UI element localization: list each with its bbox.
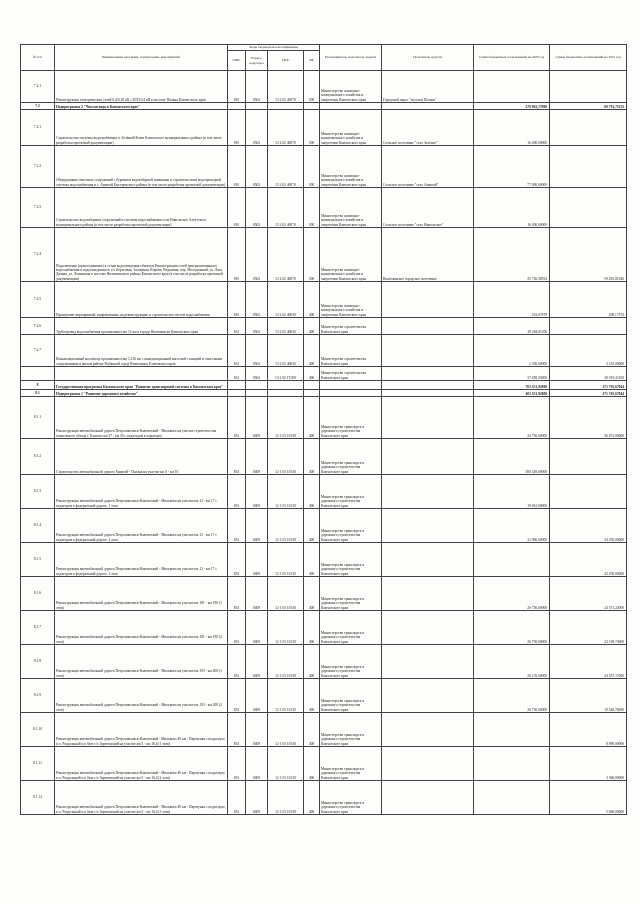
row-num: 8.1.4 [21, 509, 55, 543]
row-grantee [382, 781, 474, 815]
row-sum-2021: 42 250,00000 [550, 543, 627, 577]
table-row [21, 747, 627, 781]
row-name: Канализационный коллектор протяженностью 1,216 км с канализационной насосной станцией и очистными сооружениями в жилом районе Рыбацкий город Вилючинск Елизовского края [55, 335, 228, 367]
row-csr: 13 2 02 40030 [268, 318, 304, 335]
row-grbs: 833 [228, 781, 246, 815]
row-csr: 13 2 02 40070 [268, 71, 304, 103]
row-razdel: 0409 [246, 781, 268, 815]
row-sum-2020 [474, 713, 550, 747]
row-sum-2020: 77 000,00000 [474, 146, 550, 188]
header-num: № п/п [21, 45, 55, 71]
header-vr: ВР [304, 51, 320, 71]
row-vr: 400 [304, 397, 320, 439]
row-num: 8.1 [21, 390, 55, 397]
table-row [21, 110, 627, 146]
table-row [21, 781, 627, 815]
row-num: 7.2.1 [21, 110, 55, 146]
row-razdel: 0409 [246, 543, 268, 577]
row-grbs: 833 [228, 397, 246, 439]
header-recipient: Распорядитель, получатель средств [320, 45, 382, 71]
table-row [21, 367, 627, 381]
row-razdel: 0502 [246, 367, 268, 381]
row-csr: 12 1 03 10130 [268, 543, 304, 577]
row-vr: 400 [304, 577, 320, 611]
row-grantee [382, 509, 474, 543]
row-sum-2021: 20 919,21100 [550, 367, 627, 381]
row-sum-2020: 19 061,00000 [474, 475, 550, 509]
row-csr: 13 2 02 40070 [268, 110, 304, 146]
header-csr: ЦСР [268, 51, 304, 71]
row-vr: 400 [304, 335, 320, 367]
row-grbs: 812 [228, 335, 246, 367]
row-grbs: 810 [228, 188, 246, 228]
row-recipient: Министерство транспорта и дорожного строительства Камчатского края [320, 781, 382, 815]
row-name: Строительство автомобильной дороги Анавгай - Палана на участке км 0 - км 16 [55, 439, 228, 475]
table-row [21, 71, 627, 103]
row-grantee [382, 335, 474, 367]
row-sum-2021: 208,17574 [550, 282, 627, 318]
row-sum-2021 [550, 110, 627, 146]
row-grantee [382, 543, 474, 577]
row-vr [304, 390, 320, 397]
row-grbs: 833 [228, 747, 246, 781]
row-recipient: Министерство жилищно-коммунального хозяйства и энергетики Камчатского края [320, 228, 382, 282]
row-grbs: 833 [228, 543, 246, 577]
table-row [21, 611, 627, 645]
row-csr: 13 2 02 40030 [268, 282, 304, 318]
row-recipient: Министерство транспорта и дорожного строительства Камчатского края [320, 747, 382, 781]
row-sum-2021 [550, 71, 627, 103]
row-csr: 13 2 02 40070 [268, 146, 304, 188]
row-grantee [382, 381, 474, 390]
row-recipient: Министерство транспорта и дорожного строительства Камчатского края [320, 679, 382, 713]
row-csr: 12 1 03 10130 [268, 577, 304, 611]
row-grbs [228, 103, 246, 110]
row-sum-2021: 34 250,00000 [550, 509, 627, 543]
row-razdel: 0502 [246, 71, 268, 103]
row-razdel: 0502 [246, 335, 268, 367]
row-grbs: 810 [228, 146, 246, 188]
row-csr: 12 1 03 10130 [268, 611, 304, 645]
row-recipient: Министерство транспорта и дорожного строительства Камчатского края [320, 577, 382, 611]
row-sum-2020: 26 135,00000 [474, 645, 550, 679]
row-grantee [382, 282, 474, 318]
row-sum-2020: 39 264,81106 [474, 318, 550, 335]
row-num: 8.1.11 [21, 747, 55, 781]
row-razdel [246, 381, 268, 390]
row-csr: 12 1 03 10130 [268, 509, 304, 543]
table-row [21, 381, 627, 390]
row-csr: 13 2 02 40030 [268, 335, 304, 367]
row-vr: 400 [304, 509, 320, 543]
row-recipient: Министерство транспорта и дорожного строительства Камчатского края [320, 645, 382, 679]
row-name: Реконструкция автомобильной дороги Петропавловск-Камчатский - Мильково на участке км 12 - км 17 с подъездом к федеральной дороге, 3 этап [55, 543, 228, 577]
row-sum-2020: 26 750,00000 [474, 577, 550, 611]
row-csr: 12 1 03 10130 [268, 713, 304, 747]
row-grantee [382, 611, 474, 645]
row-vr [304, 381, 320, 390]
row-grantee: Вилючинское городское поселение [382, 228, 474, 282]
row-razdel: 0502 [246, 188, 268, 228]
row-recipient: Министерство транспорта и дорожного строительства Камчатского края [320, 509, 382, 543]
row-name: Трубопровод водоснабжения протяженностью 12 км в городе Вилючинске Камчатского края [55, 318, 228, 335]
row-sum-2021: 19 546,76000 [550, 679, 627, 713]
row-name: Реконструкция автомобильной дороги Петропавловск-Камчатский - Мильково на участке км 193 - км 208 (1 этап) [55, 645, 228, 679]
row-vr: 400 [304, 747, 320, 781]
row-grbs: 810 [228, 110, 246, 146]
row-num: 8.1.5 [21, 543, 55, 577]
row-num [21, 367, 55, 381]
row-vr: 400 [304, 645, 320, 679]
table-row [21, 103, 627, 110]
row-vr: 500 [304, 110, 320, 146]
table-row [21, 475, 627, 509]
row-razdel: 0502 [246, 228, 268, 282]
row-sum-2021: 5 660,00000 [550, 781, 627, 815]
row-grantee [382, 439, 474, 475]
row-sum-2020 [474, 781, 550, 815]
row-recipient: Министерство транспорта и дорожного строительства Камчатского края [320, 475, 382, 509]
row-razdel: 0502 [246, 110, 268, 146]
row-sum-2021 [550, 188, 627, 228]
row-grantee [382, 390, 474, 397]
row-grantee [382, 713, 474, 747]
row-grbs: 833 [228, 679, 246, 713]
row-num: 8.1.1 [21, 397, 55, 439]
row-recipient: Министерство жилищно-коммунального хозяйства и энергетики Камчатского края [320, 146, 382, 188]
row-sum-2021: 3 360,00000 [550, 747, 627, 781]
row-grantee: Сельское поселение "село Никольское" [382, 188, 474, 228]
row-name: Реконструкция автомобильной дороги Петропавловск-Камчатский - Мильково на участке км 181 - км 190 (1 этап) [55, 577, 228, 611]
row-num: 8 [21, 381, 55, 390]
table-body [21, 71, 627, 815]
row-sum-2021: 8 890,00000 [550, 713, 627, 747]
row-grbs [228, 381, 246, 390]
row-vr: 500 [304, 228, 320, 282]
row-sum-2020: 26 750,00000 [474, 611, 550, 645]
row-sum-2020 [474, 747, 550, 781]
row-vr: 400 [304, 318, 320, 335]
row-csr: 12 1 03 10130 [268, 747, 304, 781]
table-row [21, 390, 627, 397]
row-recipient: Министерство транспорта и дорожного строительства Камчатского края [320, 543, 382, 577]
row-recipient [320, 390, 382, 397]
row-recipient: Министерство транспорта и дорожного строительства Камчатского края [320, 713, 382, 747]
row-csr [268, 381, 304, 390]
table-row [21, 713, 627, 747]
row-grbs: 810 [228, 228, 246, 282]
row-num: 7.2.4 [21, 228, 55, 282]
row-sum-2021: 3 145,00000 [550, 335, 627, 367]
row-grbs: 833 [228, 509, 246, 543]
row-grantee [382, 747, 474, 781]
row-num: 7.2.6 [21, 318, 55, 335]
row-sum-2021: 36 073,00000 [550, 397, 627, 439]
row-grbs [228, 390, 246, 397]
row-name: Реконструкция автомобильной дороги Петропавловск-Камчатский - Мильково 40 км - Паратунка с подъездом к п. Раздольный и к базе с/х Зареченский на участке км 5 - км 16,4 (2 этап) [55, 747, 228, 781]
row-vr: 400 [304, 475, 320, 509]
row-sum-2021: 271 765,67044 [550, 381, 627, 390]
row-razdel: 0409 [246, 397, 268, 439]
row-vr: 500 [304, 146, 320, 188]
table-row [21, 679, 627, 713]
row-sum-2020: 270 863,17000 [474, 103, 550, 110]
row-num: 8.1.3 [21, 475, 55, 509]
table-row [21, 397, 627, 439]
row-num: 8.1.2 [21, 439, 55, 475]
row-sum-2021 [550, 146, 627, 188]
header-grantee: Получатель средств [382, 45, 474, 71]
row-vr: 400 [304, 781, 320, 815]
row-razdel: 0409 [246, 475, 268, 509]
row-grantee [382, 103, 474, 110]
row-csr: 13 2 02 40070 [268, 188, 304, 228]
row-csr: 12 1 03 10130 [268, 397, 304, 439]
row-sum-2021: 59 281,81626 [550, 228, 627, 282]
table-row [21, 645, 627, 679]
row-num: 8.1.7 [21, 611, 55, 645]
row-csr: 12 1 03 10130 [268, 679, 304, 713]
row-vr: 400 [304, 367, 320, 381]
row-name: Подпрограмма 2 "Чистая вода в Камчатском крае" [55, 103, 228, 110]
row-sum-2021: 24 557,17000 [550, 645, 627, 679]
row-name: Подключение (присоединение) к сетям водоотведения объектов Реконструкция сетей централизованного водоснабжения и водоотведения по ул. Береговая, Заозерная, Кирова, Ведьмина, пер. Молодежный, ул. Лазо, Дачная, ул. Ленинская в поселке Вилючинского района Камчатского края (в том числе разработка проектной документации) [55, 228, 228, 282]
header-name: Наименование программ, подпрограмм, мероприятий [55, 45, 228, 71]
table-row [21, 318, 627, 335]
row-grantee: Городской округ "поселок Палана" [382, 71, 474, 103]
row-sum-2021 [550, 475, 627, 509]
budget-table [20, 44, 627, 815]
row-recipient: Министерство жилищно-коммунального хозяйства и энергетики Камчатского края [320, 110, 382, 146]
row-vr [304, 103, 320, 110]
row-razdel [246, 390, 268, 397]
row-sum-2020: 24 750,00000 [474, 397, 550, 439]
row-name: Реконструкция автомобильной дороги Петропавловск-Камчатский - Мильково на участке км 181 - км 190 (2 этап) [55, 611, 228, 645]
row-vr: 500 [304, 71, 320, 103]
row-num: 8.1.8 [21, 645, 55, 679]
table-row [21, 439, 627, 475]
row-grbs: 810 [228, 282, 246, 318]
row-vr: 500 [304, 188, 320, 228]
row-sum-2021 [550, 318, 627, 335]
row-name: Проведение мероприятий, направленных на реконструкцию и строительство систем водоснабжения [55, 282, 228, 318]
header-razdel: Раздел, подраздел [246, 51, 268, 71]
row-name: Государственная программа Камчатского края "Развитие транспортной системы в Камчатском крае" [55, 381, 228, 390]
row-recipient: Министерство строительства Камчатского края [320, 318, 382, 335]
table-row [21, 146, 627, 188]
row-name: Подпрограмма 1 "Развитие дорожного хозяйства" [55, 390, 228, 397]
row-grantee [382, 577, 474, 611]
row-vr: 400 [304, 611, 320, 645]
row-sum-2020: 26 750,00000 [474, 679, 550, 713]
row-csr: 13 2 02 40070 [268, 228, 304, 282]
table-row [21, 282, 627, 318]
row-name: Реконструкция автомобильной дороги Петропавловск-Камчатский - Мильково 40 км - Паратунка с подъездом к п. Раздольный и к базе с/х Зареченский на участке км 5 - км 16,4 (1 этап) [55, 713, 228, 747]
row-recipient: Министерство транспорта и дорожного строительства Камчатского края [320, 611, 382, 645]
row-sum-2021: 24 571,22000 [550, 577, 627, 611]
row-recipient: Министерство транспорта и дорожного строительства Камчатского края [320, 439, 382, 475]
row-recipient: Министерство жилищно-коммунального хозяйства и энергетики Камчатского края [320, 188, 382, 228]
row-name: Строительство системы водоснабжения п. Зелёный Ключ Елизовского муниципального района (в том числе разработка проектной документации) [55, 110, 228, 146]
row-sum-2021 [550, 439, 627, 475]
row-recipient: Министерство строительства Камчатского края [320, 367, 382, 381]
row-sum-2021: 22 109,74000 [550, 611, 627, 645]
row-grbs: 833 [228, 439, 246, 475]
row-grbs: 833 [228, 475, 246, 509]
row-sum-2020: 31 900,00000 [474, 509, 550, 543]
row-name: Реконструкция автомобильной дороги Петропавловск-Камчатский - Мильково на участке км 12 - км 17 с подъездом к федеральной дороге, 1 этап [55, 475, 228, 509]
table-row [21, 188, 627, 228]
row-name: Строительство водозаборных сооружений и системы водоснабжения села Никольское Алеутского муниципального района (в том числе разработка проектной документации) [55, 188, 228, 228]
row-name: Реконструкция автомобильной дороги Петропавловск-Камчатский - Мильково на участке км 12 - км 17 с подъездом к федеральной дороге, 2 этап [55, 509, 228, 543]
row-csr: 13 2 02 Г1050 [268, 367, 304, 381]
row-recipient: Министерство транспорта и дорожного строительства Камчатского края [320, 397, 382, 439]
row-grbs: 833 [228, 611, 246, 645]
row-razdel: 0409 [246, 611, 268, 645]
row-grbs: 833 [228, 645, 246, 679]
row-sum-2020: 16 400,00000 [474, 188, 550, 228]
row-name: Реконструкция автомобильной дороги Петропавловск-Камчатский - Мильково на участке км 193 - км 208 (2 этап) [55, 679, 228, 713]
row-num: 8.1.10 [21, 713, 55, 747]
row-sum-2020: 703 351,92000 [474, 381, 550, 390]
row-recipient [320, 103, 382, 110]
row-sum-2021: 80 791,75135 [550, 103, 627, 110]
row-razdel: 0409 [246, 509, 268, 543]
row-name: Оборудование очистных сооружений с бурением водозаборной скважины и строительством водопроводной системы водоснабжения в с. Анавгай Быстринского района (в том числе разработка проектной документации) [55, 146, 228, 188]
row-csr: 12 1 03 10130 [268, 645, 304, 679]
row-grbs: 812 [228, 367, 246, 381]
row-num: 7.2.5 [21, 282, 55, 318]
table-row [21, 577, 627, 611]
row-vr: 400 [304, 282, 320, 318]
row-razdel: 0409 [246, 439, 268, 475]
header-sum-2020: Сумма бюджетных ассигнований на 2020 год [474, 45, 550, 71]
row-recipient: Министерство жилищно-коммунального хозяйства и энергетики Камчатского края [320, 71, 382, 103]
row-grantee [382, 318, 474, 335]
row-grantee [382, 397, 474, 439]
row-csr: 12 1 03 10130 [268, 781, 304, 815]
row-recipient: Министерство жилищно-коммунального хозяйства и энергетики Камчатского края [320, 282, 382, 318]
row-csr [268, 390, 304, 397]
row-grantee [382, 679, 474, 713]
table-row [21, 543, 627, 577]
row-razdel: 0409 [246, 747, 268, 781]
row-vr: 400 [304, 679, 320, 713]
row-num: 8.1.6 [21, 577, 55, 611]
header-grbs: ГРБС [228, 51, 246, 71]
row-grantee [382, 645, 474, 679]
row-num: 7.2.2 [21, 146, 55, 188]
row-grantee [382, 367, 474, 381]
row-name: Реконструкция автомобильной дороги Петропавловск-Камчатский - Мильково 40 км - Паратунка с подъездом к п. Раздольный и к базе с/х Зареченский на участке км 5 - км 16,4 (3 этап) [55, 781, 228, 815]
row-razdel: 0409 [246, 645, 268, 679]
row-grantee: Сельское поселение "село Анавгай" [382, 146, 474, 188]
row-num: 7.2.1 [21, 71, 55, 103]
row-csr [268, 103, 304, 110]
row-sum-2020 [474, 543, 550, 577]
row-sum-2020: 1 350,00000 [474, 335, 550, 367]
row-razdel: 0502 [246, 146, 268, 188]
row-csr: 12 1 03 10130 [268, 475, 304, 509]
row-sum-2020: 300 549,00000 [474, 439, 550, 475]
row-grantee [382, 475, 474, 509]
row-razdel: 0409 [246, 679, 268, 713]
row-grbs: 833 [228, 577, 246, 611]
row-razdel: 0409 [246, 577, 268, 611]
row-csr: 12 1 03 10130 [268, 439, 304, 475]
row-sum-2020: 37 458,33000 [474, 367, 550, 381]
row-grbs: 810 [228, 71, 246, 103]
row-vr: 400 [304, 713, 320, 747]
row-num: 7.2.7 [21, 335, 55, 367]
row-num: 7.2 [21, 103, 55, 110]
row-name: Реконструкция автомобильной дороги Петропавловск-Камчатский - Мильково на участке строительства тоннельного обхода г. Елизово км 27 - км 30 с подъездом к аэропорту [55, 397, 228, 439]
table-row [21, 509, 627, 543]
row-razdel: 0409 [246, 713, 268, 747]
row-vr: 400 [304, 543, 320, 577]
row-recipient: Министерство строительства Камчатского края [320, 335, 382, 367]
row-sum-2020: 25 736,38554 [474, 228, 550, 282]
table-row [21, 228, 627, 282]
row-name [55, 367, 228, 381]
row-name: Реконструкция электрических сетей 0,4/0,38 кВ с КТП 0,4 кВ в поселке Палана Камчатского края [55, 71, 228, 103]
row-recipient [320, 381, 382, 390]
row-razdel: 0502 [246, 318, 268, 335]
row-grbs: 812 [228, 318, 246, 335]
row-sum-2020 [474, 71, 550, 103]
row-razdel [246, 103, 268, 110]
header-sum-2021: Сумма бюджетных ассигнований на 2021 год [550, 45, 627, 71]
row-sum-2021: 271 765,67044 [550, 390, 627, 397]
row-num: 8.1.9 [21, 679, 55, 713]
row-num: 8.1.12 [21, 781, 55, 815]
row-razdel: 0502 [246, 282, 268, 318]
row-sum-2020: 233,67678 [474, 282, 550, 318]
table-row [21, 335, 627, 367]
row-sum-2020: 403 351,92000 [474, 390, 550, 397]
row-grbs: 833 [228, 713, 246, 747]
row-num: 7.2.3 [21, 188, 55, 228]
row-grantee: Сельское поселение "село Зелёное" [382, 110, 474, 146]
row-vr: 400 [304, 439, 320, 475]
row-sum-2020: 16 400,00000 [474, 110, 550, 146]
header-codes-group: Коды бюджетной классификации [228, 45, 320, 51]
